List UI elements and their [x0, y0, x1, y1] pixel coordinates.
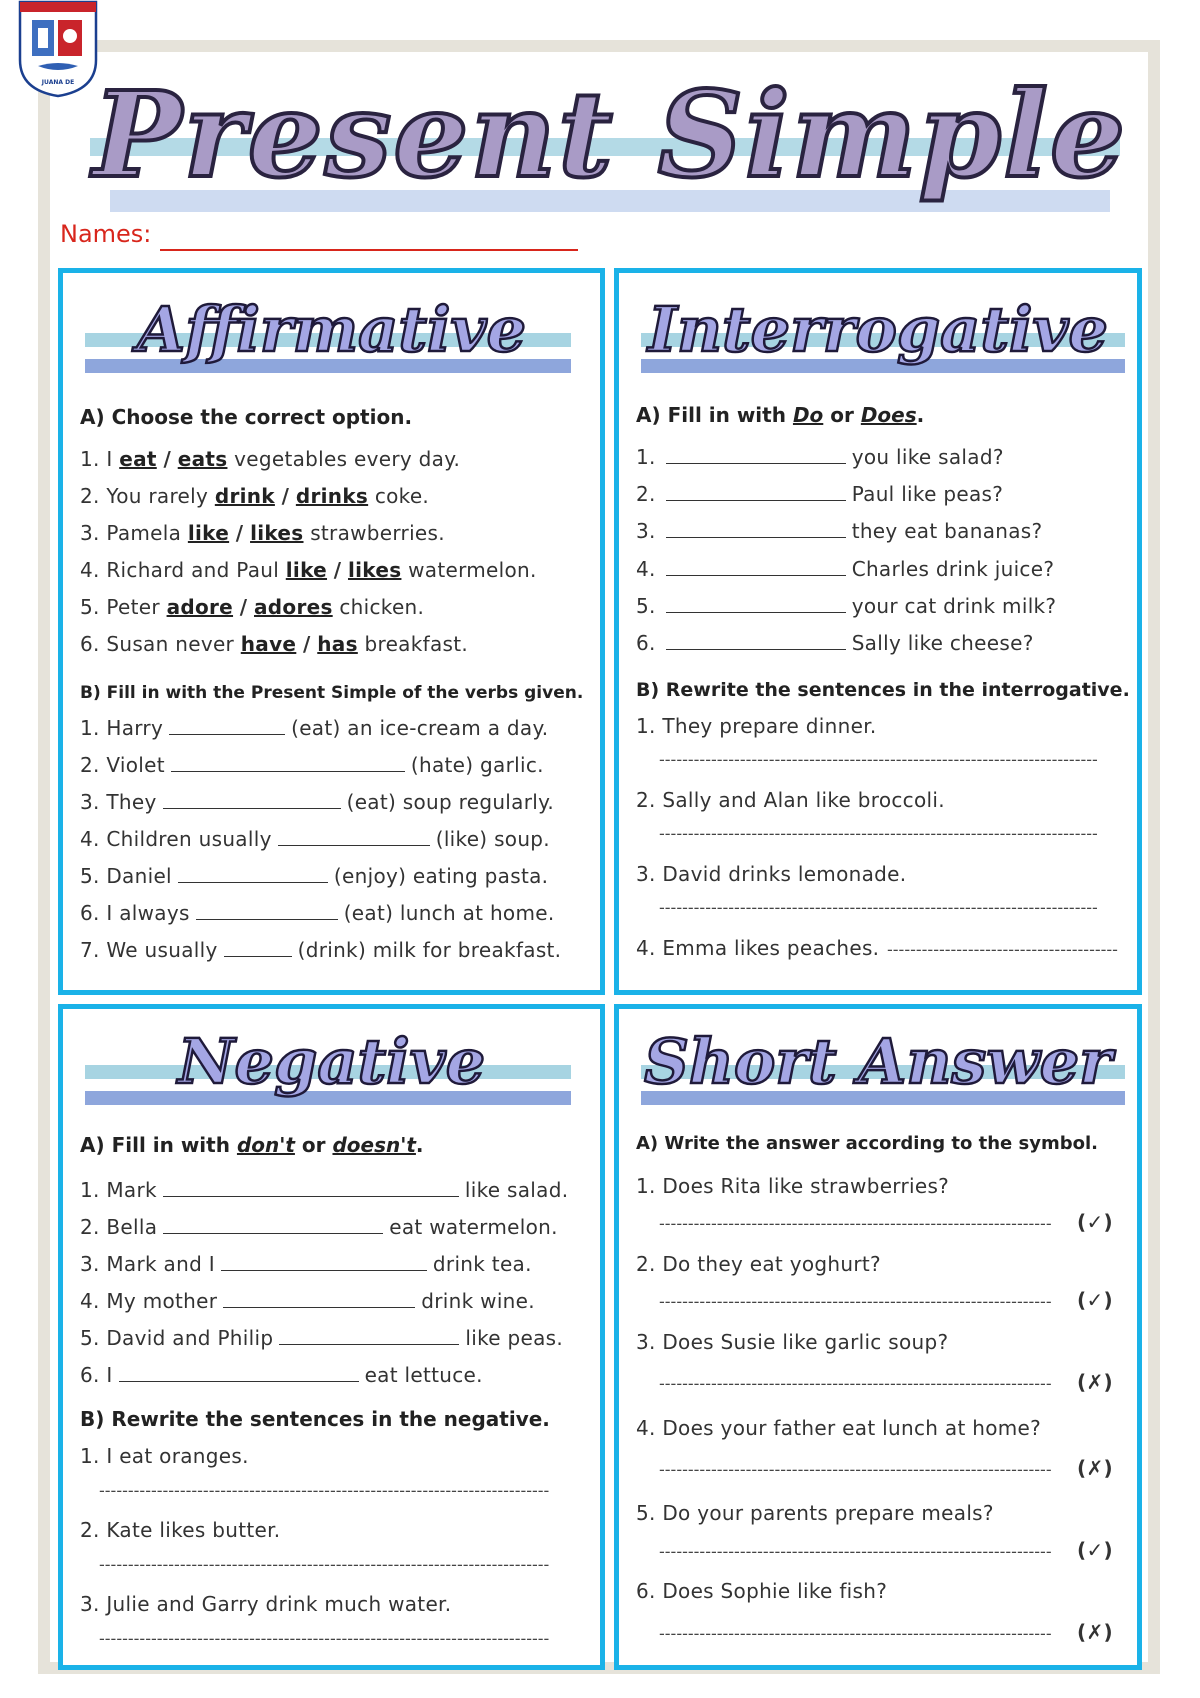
- answer-line[interactable]: --------------------------------------------------------------------: [659, 1624, 1052, 1643]
- question-prompt: 6. Does Sophie like fish?: [636, 1579, 888, 1603]
- answer-blank[interactable]: [178, 881, 328, 883]
- option-choice[interactable]: have: [240, 632, 297, 656]
- check-symbol: (✓): [1077, 1210, 1113, 1234]
- answer-blank[interactable]: [224, 955, 292, 957]
- list-item: 2. Violet (hate) garlic.: [80, 753, 544, 777]
- list-item: 5. Peter adore / adores chicken.: [80, 595, 425, 619]
- list-item: 3. They (eat) soup regularly.: [80, 790, 555, 814]
- short-answer-section-a: A) Write the answer according to the symbol.: [636, 1133, 1098, 1154]
- answer-blank[interactable]: [171, 770, 405, 772]
- option-choice[interactable]: likes: [250, 521, 304, 545]
- option-choice[interactable]: eat: [119, 447, 157, 471]
- question-prompt: 5. Do your parents prepare meals?: [636, 1501, 994, 1525]
- affirmative-heading: Affirmative: [136, 293, 527, 366]
- affirmative-box: [58, 268, 605, 995]
- option-choice[interactable]: like: [187, 521, 230, 545]
- affirmative-heading-block: [63, 285, 600, 385]
- list-item: 1. Harry (eat) an ice-cream a day.: [80, 716, 549, 740]
- title-block: [80, 60, 1140, 240]
- list-item: 6. Susan never have / has breakfast.: [80, 632, 469, 656]
- list-item: 6. I always (eat) lunch at home.: [80, 901, 555, 925]
- option-choice[interactable]: drink: [214, 484, 275, 508]
- answer-blank[interactable]: [119, 1380, 359, 1382]
- answer-blank[interactable]: [666, 499, 846, 501]
- check-symbol: (✓): [1077, 1288, 1113, 1312]
- answer-line[interactable]: --------------------------------------------------------------------: [659, 1374, 1052, 1393]
- interrogative-heading-block: [619, 285, 1137, 385]
- list-item: 4. Charles drink juice?: [636, 557, 1055, 581]
- cross-symbol: (✗): [1077, 1370, 1113, 1394]
- list-item: 5. Daniel (enjoy) eating pasta.: [80, 864, 549, 888]
- sentence-prompt: 4. Emma likes peaches.: [636, 936, 880, 960]
- answer-blank[interactable]: [279, 1343, 459, 1345]
- option-choice[interactable]: eats: [177, 447, 228, 471]
- option-choice[interactable]: drinks: [295, 484, 369, 508]
- answer-line[interactable]: --------------------------------------------------------------------: [659, 1542, 1052, 1561]
- answer-blank[interactable]: [163, 807, 341, 809]
- short-answer-heading: Short Answer: [644, 1025, 1112, 1098]
- list-item: 5. your cat drink milk?: [636, 594, 1057, 618]
- affirmative-section-b: B) Fill in with the Present Simple of the verbs given.: [80, 683, 584, 703]
- names-field[interactable]: [160, 249, 578, 251]
- list-item: 1. Mark like salad.: [80, 1178, 569, 1202]
- answer-blank[interactable]: [278, 844, 430, 846]
- affirmative-section-a: A) Choose the correct option.: [80, 405, 413, 429]
- page-title: Present Simple: [92, 65, 1128, 204]
- list-item: 5. David and Philip like peas.: [80, 1326, 564, 1350]
- option-choice[interactable]: has: [317, 632, 358, 656]
- short-answer-box: [614, 1004, 1142, 1670]
- answer-line[interactable]: --------------------------------------------------------------------: [659, 1214, 1052, 1233]
- list-item: 1. you like salad?: [636, 445, 1004, 469]
- list-item: 6. I eat lettuce.: [80, 1363, 483, 1387]
- list-item: 4. Children usually (like) soup.: [80, 827, 550, 851]
- list-item: 3. they eat bananas?: [636, 519, 1043, 543]
- sentence-prompt: 1. I eat oranges.: [80, 1444, 249, 1468]
- answer-blank[interactable]: [223, 1306, 415, 1308]
- answer-line[interactable]: --------------------------------------------------------------------: [659, 1292, 1052, 1311]
- option-choice[interactable]: like: [285, 558, 328, 582]
- question-prompt: 2. Do they eat yoghurt?: [636, 1252, 881, 1276]
- list-item: 3. Mark and I drink tea.: [80, 1252, 532, 1276]
- list-item: 3. Pamela like / likes strawberries.: [80, 521, 445, 545]
- list-item: 2. Bella eat watermelon.: [80, 1215, 558, 1239]
- list-item: 4. Richard and Paul like / likes watermelon.: [80, 558, 537, 582]
- negative-section-b: B) Rewrite the sentences in the negative.: [80, 1407, 550, 1431]
- answer-blank[interactable]: [666, 574, 846, 576]
- answer-line[interactable]: ------------------------------------------------------------------------------: [99, 1555, 550, 1574]
- answer-line[interactable]: ------------------------------------------------------------------------------: [99, 1629, 550, 1648]
- answer-blank[interactable]: [666, 611, 846, 613]
- answer-blank[interactable]: [666, 648, 846, 650]
- names-label: Names:: [60, 220, 152, 248]
- negative-section-a: A) Fill in with don't or doesn't.: [80, 1133, 424, 1157]
- negative-heading-block: [63, 1017, 600, 1117]
- svg-text:JUANA DE: JUANA DE: [41, 79, 75, 86]
- answer-line[interactable]: ----------------------------------------------------------------------------: [659, 898, 1098, 917]
- list-item: 2. You rarely drink / drinks coke.: [80, 484, 430, 508]
- cross-symbol: (✗): [1077, 1620, 1113, 1644]
- option-choice[interactable]: likes: [347, 558, 402, 582]
- answer-line[interactable]: ------------------------------------------------------------------------------: [99, 1481, 550, 1500]
- negative-heading: Negative: [177, 1025, 486, 1098]
- short-answer-heading-block: [619, 1017, 1137, 1117]
- option-choice[interactable]: adores: [254, 595, 333, 619]
- list-item: 7. We usually (drink) milk for breakfast.: [80, 938, 562, 962]
- list-item: 4. My mother drink wine.: [80, 1289, 535, 1313]
- answer-blank[interactable]: [196, 918, 338, 920]
- question-prompt: 3. Does Susie like garlic soup?: [636, 1330, 949, 1354]
- question-prompt: 1. Does Rita like strawberries?: [636, 1174, 950, 1198]
- interrogative-section-a: A) Fill in with Do or Does.: [636, 403, 925, 427]
- list-item: 1. I eat / eats vegetables every day.: [80, 447, 461, 471]
- answer-line[interactable]: --------------------------------------------------------------------: [659, 1460, 1052, 1479]
- sentence-prompt: 1. They prepare dinner.: [636, 714, 877, 738]
- answer-line[interactable]: ----------------------------------------------------------------------------: [659, 824, 1098, 843]
- cross-symbol: (✗): [1077, 1456, 1113, 1480]
- answer-blank[interactable]: [163, 1232, 383, 1234]
- answer-blank[interactable]: [163, 1195, 459, 1197]
- sentence-prompt: 2. Sally and Alan like broccoli.: [636, 788, 945, 812]
- answer-line[interactable]: ----------------------------------------------------------------------------: [659, 750, 1098, 769]
- interrogative-box: [614, 268, 1142, 995]
- answer-blank[interactable]: [169, 733, 285, 735]
- answer-blank[interactable]: [221, 1269, 427, 1271]
- sentence-prompt: 3. Julie and Garry drink much water.: [80, 1592, 452, 1616]
- list-item: 2. Paul like peas?: [636, 482, 1004, 506]
- answer-line[interactable]: ----------------------------------------: [887, 940, 1118, 959]
- sentence-prompt: 3. David drinks lemonade.: [636, 862, 907, 886]
- interrogative-section-b: B) Rewrite the sentences in the interrogative.: [636, 679, 1130, 701]
- check-symbol: (✓): [1077, 1538, 1113, 1562]
- answer-blank[interactable]: [666, 536, 846, 538]
- list-item: 6. Sally like cheese?: [636, 631, 1034, 655]
- interrogative-heading: Interrogative: [647, 293, 1109, 366]
- answer-blank[interactable]: [666, 462, 846, 464]
- negative-box: [58, 1004, 605, 1670]
- question-prompt: 4. Does your father eat lunch at home?: [636, 1416, 1042, 1440]
- sentence-prompt: 2. Kate likes butter.: [80, 1518, 281, 1542]
- option-choice[interactable]: adore: [166, 595, 234, 619]
